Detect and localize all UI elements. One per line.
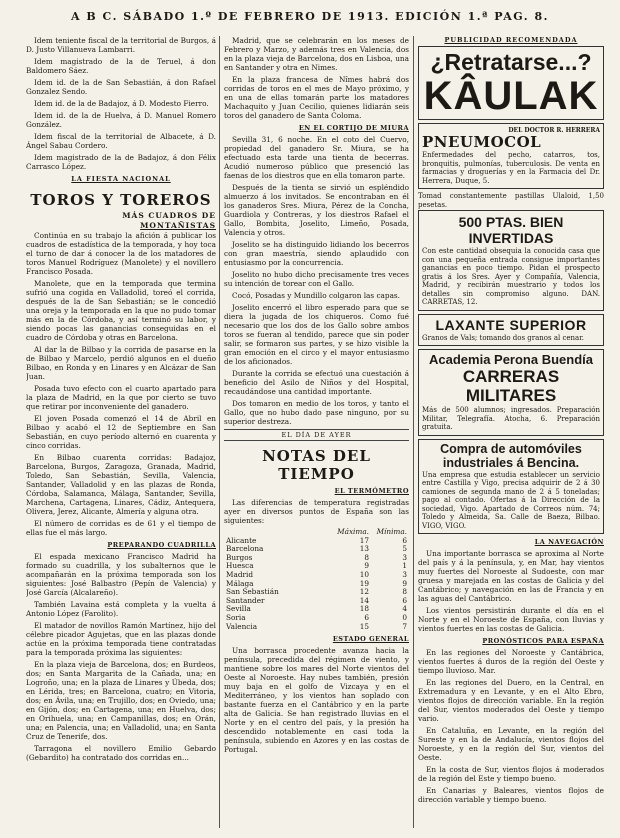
paragraph: También Lavaina está completa y la vuelta á Antonio López (Farolito). [26, 600, 216, 618]
paragraph: Después de la tienta se sirvió un espléndido almuerzo á los invitados. Se encontraban en él los ganaderos Sres. Miura, Pérez de la Concha, Guardiola y Contreras, y los diestros Rafael el Gallo, Bombita, Joselito, Limeño, Posada, Valencia y otros. [224, 183, 409, 237]
ad-pneumocol [418, 123, 604, 189]
table-cell-min: 9 [402, 578, 407, 588]
table-cell-city: Sevilla [226, 604, 251, 614]
ad-text: Granos de Vals; tomando dos granos al cenar. [422, 333, 585, 342]
ad-laxante [418, 314, 604, 347]
ad-headline: CARRERAS MILITARES [462, 367, 560, 405]
ad-text: Enfermedades del pecho, catarros, tos, bronquitis, pulmonías, tuberculosis. De venta en farmacias y droguerías y en la Farmacia del Dr. Herrera, Duque, 5. [422, 151, 600, 185]
paragraph: Los vientos persistirán durante el día en el Norte y en el Noroeste de España, con lluvias y vientos fuertes en las costas de Galicia. [418, 606, 604, 633]
paragraph: Las diferencias de temperatura registradas ayer en diversos puntos de España son las siguientes: [224, 498, 409, 525]
ad-headline: 500 PTAS. BIEN INVERTIDAS [458, 214, 564, 246]
paragraph: Idem teniente fiscal de la territorial de Burgos, á D. Justo Villanueva Lambarri. [26, 36, 216, 54]
table-cell-max: 9 [364, 561, 369, 571]
paragraph: Idem fiscal de la territorial de Albacete, á D. Ángel Sabau Cordero. [26, 132, 216, 150]
table-cell-min: 8 [402, 587, 407, 597]
paragraph: En la plaza francesa de Nîmes habrá dos corridas de toros en el mes de Mayo próximo, y en una de ellas tomarán parte los matadores Machaquito y Juan Cecilio, quienes lidiarán seis toros del ganadero de Santa Coloma. [224, 75, 409, 120]
column-left [26, 36, 216, 830]
section-heading: PUBLICIDAD RECOMENDADA [444, 36, 578, 44]
table-cell-city: San Sebastián [226, 587, 279, 597]
paragraph: En la plaza vieja de Barcelona, dos; en Burdeos, dos; en Santa Margarita de la Cañada, una; en Logroño, una; en la plaza de Linares y Úbeda, dos; en Lérida, tres; en Barcelona, cuatro; en Vitoria, dos; en Ávila, una; en Trujillo, dos; en Oviedo, una; en Gijón, dos; en Cartagena, una; en Huelva, dos; en Orihuela, una; en Campanillas, dos; en Orán, una; en Palencia, una; en Valladolid, una; en Santa Cruz de Tenerife, dos. [26, 660, 216, 741]
paragraph: El matador de novillos Ramón Martínez, hijo del célebre picador Agujetas, que en las plazas donde actúe en la próxima temporada tiene contratadas para la temporada próxima las siguientes: [26, 621, 216, 657]
ad-automoviles [418, 439, 604, 535]
table-cell-city: Burgos [226, 552, 253, 562]
paragraph: Joselito se ha distinguido lidiando los becerros con gran maestría, siendo aplaudido con entusiasmo por la concurrencia. [224, 240, 409, 267]
col-header-min: Mínima. [376, 527, 407, 536]
paragraph: Idem id. de la de Huelva, á D. Manuel Romero González. [26, 111, 216, 129]
ad-pesetas [418, 210, 604, 311]
table-cell-min: 3 [402, 552, 407, 562]
table-cell-city: Huesca [226, 561, 254, 571]
article-title: TOROS Y TOREROS [30, 191, 212, 209]
col-header-max: Máxima. [337, 527, 369, 536]
table-cell-city: Santander [226, 595, 265, 605]
paragraph: En Bilbao cuarenta corridas: Badajoz, Barcelona, Burgos, Zaragoza, Granada, Madrid, Toledo, San Sebastián, Sevilla, Valencia, Santander, Valladolid y en las plazas de Ronda, Córdoba, Salamanca, Málaga, Santander, Sevilla, Marchena, Cartagena, Linares, Cádiz, Antequera, Olivera, Jerez, Alicante, Almería y alguna otra. [26, 453, 216, 516]
paragraph: En las regiones del Noroeste y Cantábrica, vientos fuertes á duros de la región del Oeste y tiempo lluvioso. Mar. [418, 648, 604, 675]
paragraph: Tarragona el novillero Emilio Gebardo (Gebardito) ha contratado dos corridas en... [26, 744, 216, 762]
paragraph: El joven Posada comenzó el 14 de Abril en Bilbao y acabó el 12 de Septiembre en San Sebastián, en cuyo período alternó en cuarenta y cinco corridas. [26, 414, 216, 450]
paragraph: El espada mexicano Francisco Madrid ha formado su cuadrilla, y los subalternos que le acompañarán en la próxima temporada son los siguientes: José Balbastro (Pepín de Valencia) y José García (Alcalareño). [26, 552, 216, 597]
table-cell-city: Madrid [226, 569, 253, 579]
table-cell-city: Málaga [226, 578, 254, 588]
ad-text: Más de 500 alumnos; ingresados. Preparación Militar, Telegrafía. Atocha, 6. Preparación gratuita. [422, 406, 600, 431]
section-heading: LA NAVEGACIÓN [534, 538, 604, 546]
table-cell-min: 4 [402, 604, 407, 614]
ad-academia [418, 349, 604, 436]
paragraph: En las regiones del Duero, en la Central, en Extremadura y en Levante, y en el Alto Ebro, vientos flojos de dirección variable. En la región del Sur, vientos moderados del Oeste y tiempo vario. [418, 678, 604, 723]
table-cell-max: 14 [359, 595, 369, 605]
table-row [224, 605, 409, 614]
ad-brand: PNEUMOCOL [422, 133, 542, 151]
section-heading: PREPARANDO CUADRILLA [107, 541, 216, 549]
paragraph: Dos tomaron en medio de los toros, y tanto el Gallo, que no hubo dado pase ninguno, por su superior destreza. [224, 399, 409, 426]
table-cell-min: 7 [402, 621, 407, 631]
paragraph: Cocó, Posadas y Mundillo colgaron las capas. [232, 291, 400, 300]
table-row [224, 597, 409, 606]
section-heading: LA FIESTA NACIONAL [71, 175, 171, 183]
column-rule [413, 36, 414, 828]
ad-brand: KÂULAK [423, 74, 599, 118]
paragraph: Posada tuvo efecto con el cuarto apartado para la plaza de Madrid, en la que por cierto se tuvo que retirar por inconveniente del ganadero. [26, 384, 216, 411]
table-row [224, 623, 409, 632]
paragraph: En Canarias y Baleares, vientos flojos de dirección variable y tiempo bueno. [418, 786, 604, 804]
ad-text: Una empresa que estudia establecer un servicio entre Castilla y Vigo, precisa adquirir de 2 á 30 camiones de segunda mano de 2 á 5 toneladas; pago al contado. Ofertas á la Dirección de la sociedad, Vigo. Apartado de Correos núm. 74; Toledo y Almeida, Sa. Calle de Baeza, Bilbao. VIGO, VIGO. [422, 470, 600, 530]
table-cell-min: 5 [402, 544, 407, 554]
section-heading: EN EL CORTIJO DE MIURA [298, 124, 409, 132]
ad-headline: Compra de automóviles industriales á Bencina. [440, 441, 582, 470]
ad-text: Tomad constantemente pastillas Ulaloid, 1,50 pesetas. [418, 192, 604, 209]
table-cell-max: 12 [359, 587, 369, 597]
appointments-list [26, 36, 216, 171]
paragraph: Idem id. de la de Badajoz, á D. Modesto Fierro. [34, 99, 209, 108]
table-cell-max: 10 [359, 569, 369, 579]
ad-doctor: DEL DOCTOR R. HERRERA [508, 127, 600, 134]
ad-kaulak [418, 46, 604, 120]
table-cell-city: Soria [226, 612, 246, 622]
paragraph: Joselito no hubo dicho precisamente tres veces su intención de torear con el Gallo. [224, 270, 409, 288]
paragraph: El número de corridas es de 61 y el tiempo de ellas fue el más largo. [26, 519, 216, 537]
table-cell-min: 1 [402, 561, 407, 571]
table-cell-max: 19 [359, 578, 369, 588]
ad-headline: LAXANTE SUPERIOR [435, 316, 587, 333]
paragraph: Durante la corrida se efectuó una cuestación á beneficio del Asilo de Niños y del Hospital, recaudándose una cantidad importante. [224, 369, 409, 396]
table-cell-min: 0 [402, 612, 407, 622]
table-cell-max: 13 [359, 544, 369, 554]
ad-headline: Academia Perona Buendía [429, 352, 593, 367]
paragraph: Joselito encerró el libro esperado para que se diera la jugada de los chiqueros. Como fué necesario que los dos de los Gallo sobre ambos toros se fueran al tendido, parece que sin poder salir, se formaron sus partes, y se hizo visible la gran emoción en el circo y el mayor entusiasmo de los aficionados. [224, 303, 409, 366]
ad-text: Con este cantidad obsequia la conocida casa que con una pequeña entrada consigue importantes ganancias en poco tiempo. Pidan el prospecto gratis á los Sres. Ayer y Compañía, Valencia, Madrid, y recibirán muestrario y todos los detalles sin compromiso alguno. DAN. CARRETAS, 12. [422, 247, 600, 306]
paragraph: Idem id. de la de San Sebastián, á don Rafael Gonzalez Sendo. [26, 78, 216, 96]
table-cell-min: 3 [402, 569, 407, 579]
paragraph: Al dar la de Bilbao y la corrida de pasarse en la de Bilbao y Marcelo, perdió algunos en el dueño Bilbao, en Ronda y en Linares y en Alcázar de San Juan. [26, 345, 216, 381]
paragraph: Madrid, que se celebrarán en los meses de Febrero y Marzo, y además tres en Valencia, dos en la plaza vieja de Barcelona, dos en Lisboa, una en Santander y otra en Nimes. [224, 36, 409, 72]
table-cell-city: Barcelona [226, 544, 264, 554]
paragraph: En la costa de Sur, vientos flojos á moderados de la región del Este y tiempo bueno. [418, 765, 604, 783]
table-cell-min: 6 [402, 595, 407, 605]
table-cell-max: 15 [359, 621, 369, 631]
section-heading: PRONÓSTICOS PARA ESPAÑA [482, 637, 604, 645]
paragraph: Continúa en su trabajo la afición á publicar los cuadros de estadística de la temporada, y hoy toca el turno de dar á conocer la de los matadores de toros Manuel Rodríguez (Manolete) y el novillero Francisco Posada. [26, 231, 216, 276]
paragraph: Una importante borrasca se aproxima al Norte del país y á la península, y, en Mar, hay vientos muy fuertes del Noroeste al Sudoeste, con mar gruesa y marejada en las costas de Galicia y del Cantábrico; y navegación en las de Francia y en las aguas del Cantábrico. [418, 549, 604, 603]
column-middle [224, 36, 409, 830]
table-cell-max: 18 [359, 604, 369, 614]
table-cell-max: 8 [364, 552, 369, 562]
paragraph: En Cataluña, en Levante, en la región del Sureste y en la de Andalucía, vientos flojos del Noroeste, y en la región del Sur, vientos del Oeste. [418, 726, 604, 762]
table-cell-city: Valencia [226, 621, 258, 631]
column-rule [219, 36, 220, 828]
page-masthead: A B C. SÁBADO 1.º DE FEBRERO DE 1913. EDICIÓN 1.ª PAG. 8. [71, 10, 549, 23]
section-divider: EL DÍA DE AYER [224, 429, 409, 441]
table-cell-max: 17 [359, 535, 369, 545]
paragraph: Una borrasca procedente avanza hacia la península, precedida del régimen de viento, y mantiene sobre los mares del Norte vientos del Oeste al Noroeste. Hay nubes también, presión muy baja en el golfo de Vizcaya y en el Mediterráneo, y los vientos han soplado con bastante fuerza en el Cantábrico y en la parte alta de Galicia. Se han registrado lluvias en el Norte y en el centro del país, y la presión ha descendido notablemente en casi toda la península, subiendo en Azores y en las costas de Portugal. [224, 646, 409, 755]
table-cell-max: 6 [364, 612, 369, 622]
paragraph: Idem magistrado de la de Teruel, á don Baldomero Sáez. [26, 57, 216, 75]
section-heading: ESTADO GENERAL [332, 635, 409, 644]
table-cell-min: 6 [402, 535, 407, 545]
article-title: NOTAS DEL TIEMPO [262, 447, 371, 483]
paragraph: Manolete, que en la temporada que termina sufrió una cogida en Valladolid, toreó el corrida, después de la de San Sebastián; se le concedió una oreja y la temporada en la que no pudo tomar más en la de Córdoba, y así terminó su labor, y siendo pocas las ganancias conseguidas en el cuadro de Córdoba y otras en Barcelona. [26, 279, 216, 342]
paragraph: Idem magistrado de la de Badajoz, á don Félix Carrasco López. [26, 153, 216, 171]
column-right [418, 36, 604, 830]
article-subtitle: MÁS CUADROS DE [122, 211, 216, 220]
section-heading: EL TERMÓMETRO [334, 487, 409, 495]
table-cell-city: Alicante [226, 535, 257, 545]
ad-headline: ¿Retratarse...? [430, 49, 592, 75]
temperature-table [224, 528, 409, 631]
paragraph: Sevilla 31, 6 noche. En el coto del Cuervo, propiedad del ganadero Sr. Miura, se ha efectuado esta tarde una tienta de becerras. Acudió numeroso público que presenció las faenas de los diestros que en ella tomaron parte. [224, 135, 409, 180]
article-subtitle: MONTAÑISTAS [140, 221, 216, 230]
